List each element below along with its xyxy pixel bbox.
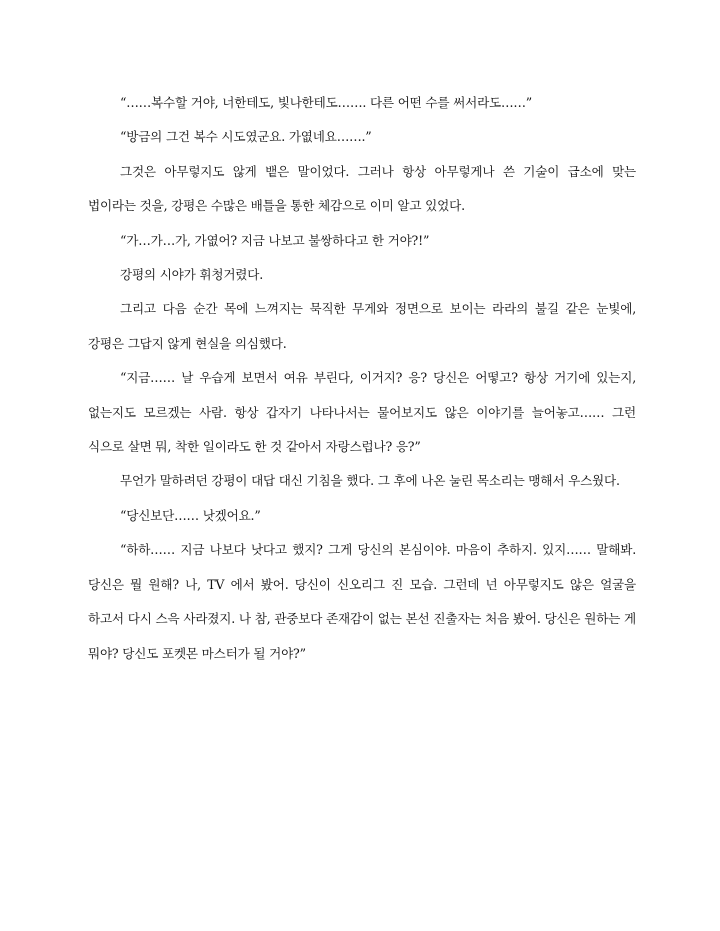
paragraph: “방금의 그건 복수 시도였군요. 가엾네요…….” bbox=[120, 129, 372, 145]
paragraph: “당신보단…… 낫겠어요.” bbox=[120, 507, 261, 523]
paragraph: 강평의 시야가 휘청거렸다. bbox=[120, 267, 264, 283]
paragraph: “……복수할 거야, 너한테도, 빛나한테도……. 다른 어떤 수를 써서라도……” bbox=[120, 95, 533, 110]
paragraph: 무언가 말하려던 강평이 대답 대신 기침을 했다. 그 후에 나온 눌린 목소리는 맹해서 우스웠다. bbox=[120, 473, 620, 489]
paragraph: “하하…… 지금 나보다 낫다고 했지? 그게 당신의 본심이야. 마음이 추하지. 있지…… 말해봐. 당신은 뭘 원해? 나, TV 에서 봤어. 당신이 신오리그 진 모습. 그런데 넌 아무렇지도 않은 얼굴을 하고서 다시 스윽 사라졌지. 나 참, 관중보다 존재감이 없는 본선 진출자는 처음 봤어. 당신은 원하는 게 뭐야? 당신도 포켓몬 마스터가 될 거야?” bbox=[88, 542, 636, 661]
paragraph: “지금…… 날 우습게 보면서 여유 부린다, 이거지? 응? 당신은 어떻고? 항상 거기에 있는지, 없는지도 모르겠는 사람. 항상 갑자기 나타나서는 물어보지도 않은 이야기를 늘어놓고…… 그런 식으로 살면 뭐, 착한 일이라도 한 것 같아서 자랑스럽나? 응?” bbox=[88, 370, 636, 455]
paragraph: 그것은 아무렇지도 않게 뱉은 말이었다. 그러나 항상 아무렇게나 쓴 기술이 급소에 맞는 법이라는 것을, 강평은 수많은 배틀을 통한 체감으로 이미 알고 있었다. bbox=[88, 163, 636, 214]
document-body bbox=[88, 86, 636, 671]
paragraph: 그리고 다음 순간 목에 느껴지는 묵직한 무게와 정면으로 보이는 라라의 불길 같은 눈빛에, 강평은 그답지 않게 현실을 의심했다. bbox=[88, 301, 636, 351]
paragraph: “가…가…가, 가엾어? 지금 나보고 불쌍하다고 한 거야?!” bbox=[120, 232, 430, 248]
